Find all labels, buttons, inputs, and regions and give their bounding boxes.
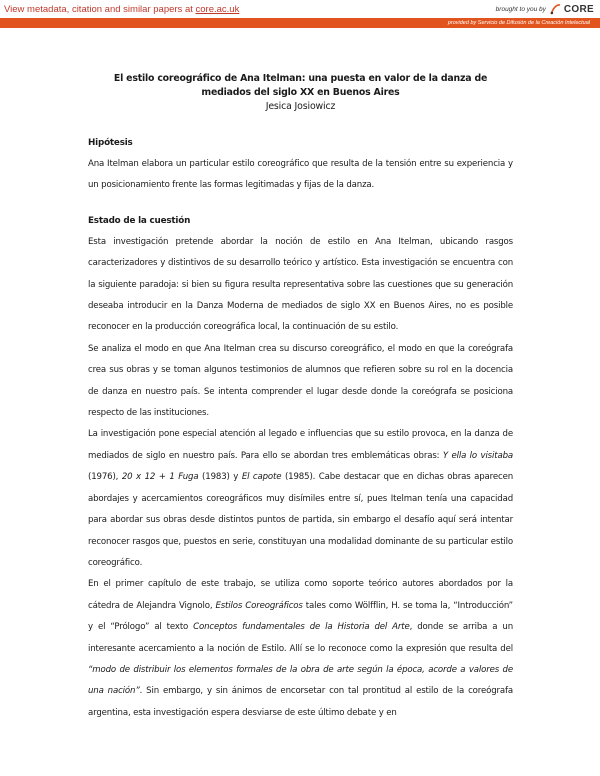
book-title: Conceptos fundamentales de la Historia del Arte [193, 622, 410, 633]
core-banner [0, 0, 600, 28]
p3-text-d: (1985). Cabe destacar que en dichas obras aparecen abordajes y acercamientos coreográficos muy disímiles entre sí, pues Itelman tenía una capacidad para abordar sus obras desde distintos puntos de partida, sin embargo el desafío aquí será intentar reconocer rasgos que, puestos en serie, constituyan una modalidad dominante de su particular estilo coreográfico. [88, 472, 514, 568]
core-brand[interactable] [496, 3, 594, 15]
hypothesis-heading: Hipótesis [88, 138, 133, 148]
metadata-link-prefix: View metadata, citation and similar papers at [4, 3, 196, 15]
course-title: Estilos Coreográficos [215, 600, 303, 611]
provided-by-strip: provided by Servicio de Difusión de la Creación Intelectual [0, 18, 600, 28]
work-title-fuga: 20 x 12 + 1 Fuga [121, 472, 199, 483]
paper-title: El estilo coreográfico de Ana Itelman: una puesta en valor de la danza de mediados del siglo XX en Buenos Aires [113, 73, 488, 98]
p4-text-a: En el primer capítulo de este trabajo, se utiliza como soporte teórico autores abordados por la cátedra de Alejandra Vignolo, [88, 579, 513, 611]
p3-text-c: (1983) y [198, 472, 242, 483]
state-paragraph-2: Se analiza el modo en que Ana Itelman crea su discurso coreográfico, el modo en que la coreógrafa crea sus obras y se toman algunos testimonios de alumnos que refieren sobre su rol en la docencia de danza en nuestro país. Se intenta comprender el lugar desde donde la coreógrafa se posiciona respecto de las instituciones. [88, 343, 513, 419]
p3-text-b: (1976), [88, 472, 122, 483]
p4-text-b: tales como Wölfflin, H. se toma la, “Introducción” y el “Prólogo” al texto [88, 600, 513, 633]
state-paragraph-4 [88, 574, 513, 724]
metadata-link[interactable] [4, 4, 239, 15]
p3-text-a: La investigación pone especial atención al legado e influencias que su estilo provoca, en la danza de mediados de siglo en nuestro país. Para ello se abordan tres emblemáticas obras: [88, 429, 513, 461]
style-quote: “modo de distribuir los elementos formales de la obra de arte según la época, acorde a valores de una nación” [88, 664, 513, 697]
core-logo-icon [549, 3, 561, 15]
paper-author: Jesica Josiowicz [265, 101, 336, 112]
state-paragraph-3 [88, 424, 513, 574]
state-paragraph-1: Esta investigación pretende abordar la noción de estilo en Ana Itelman, ubicando rasgos caracterizadores y distintivos de su desarrollo teórico y artístico. Esta investigación se encuentra con la siguiente paradoja: si bien su figura resulta representativa sobre las cuestiones que su generación deseaba introducir en la Danza Moderna de mediados de siglo XX en Buenos Aires, no es posible reconocer en la producción coreográfica local, la continuación de su estilo. [88, 236, 513, 333]
brought-to-you-by: brought to you by [495, 5, 546, 13]
core-brand-name: CORE [563, 3, 594, 15]
p4-text-d: . Sin embargo, y sin ánimos de encorsetar con tal prontitud al estilo de la coreógrafa argentina, esta investigación espera desviarse de este último debate y en [88, 686, 513, 718]
work-title-y-ella-lo-visitaba: Y ella lo visitaba [442, 450, 513, 461]
state-heading: Estado de la cuestión [88, 215, 191, 226]
hypothesis-text: Ana Itelman elabora un particular estilo coreográfico que resulta de la tensión entre su experiencia y un posicionamiento frente las formas legitimadas y fijas de la danza. [88, 159, 513, 191]
paper-body [88, 72, 513, 724]
p4-text-c: , donde se arriba a un interesante acercamiento a la noción de Estilo. Allí se lo reconoce como la expresión que resulta del [88, 622, 513, 654]
core-banner-top [0, 0, 600, 18]
core-ac-uk-link[interactable]: core.ac.uk [195, 3, 240, 15]
work-title-el-capote: El capote [241, 472, 282, 483]
